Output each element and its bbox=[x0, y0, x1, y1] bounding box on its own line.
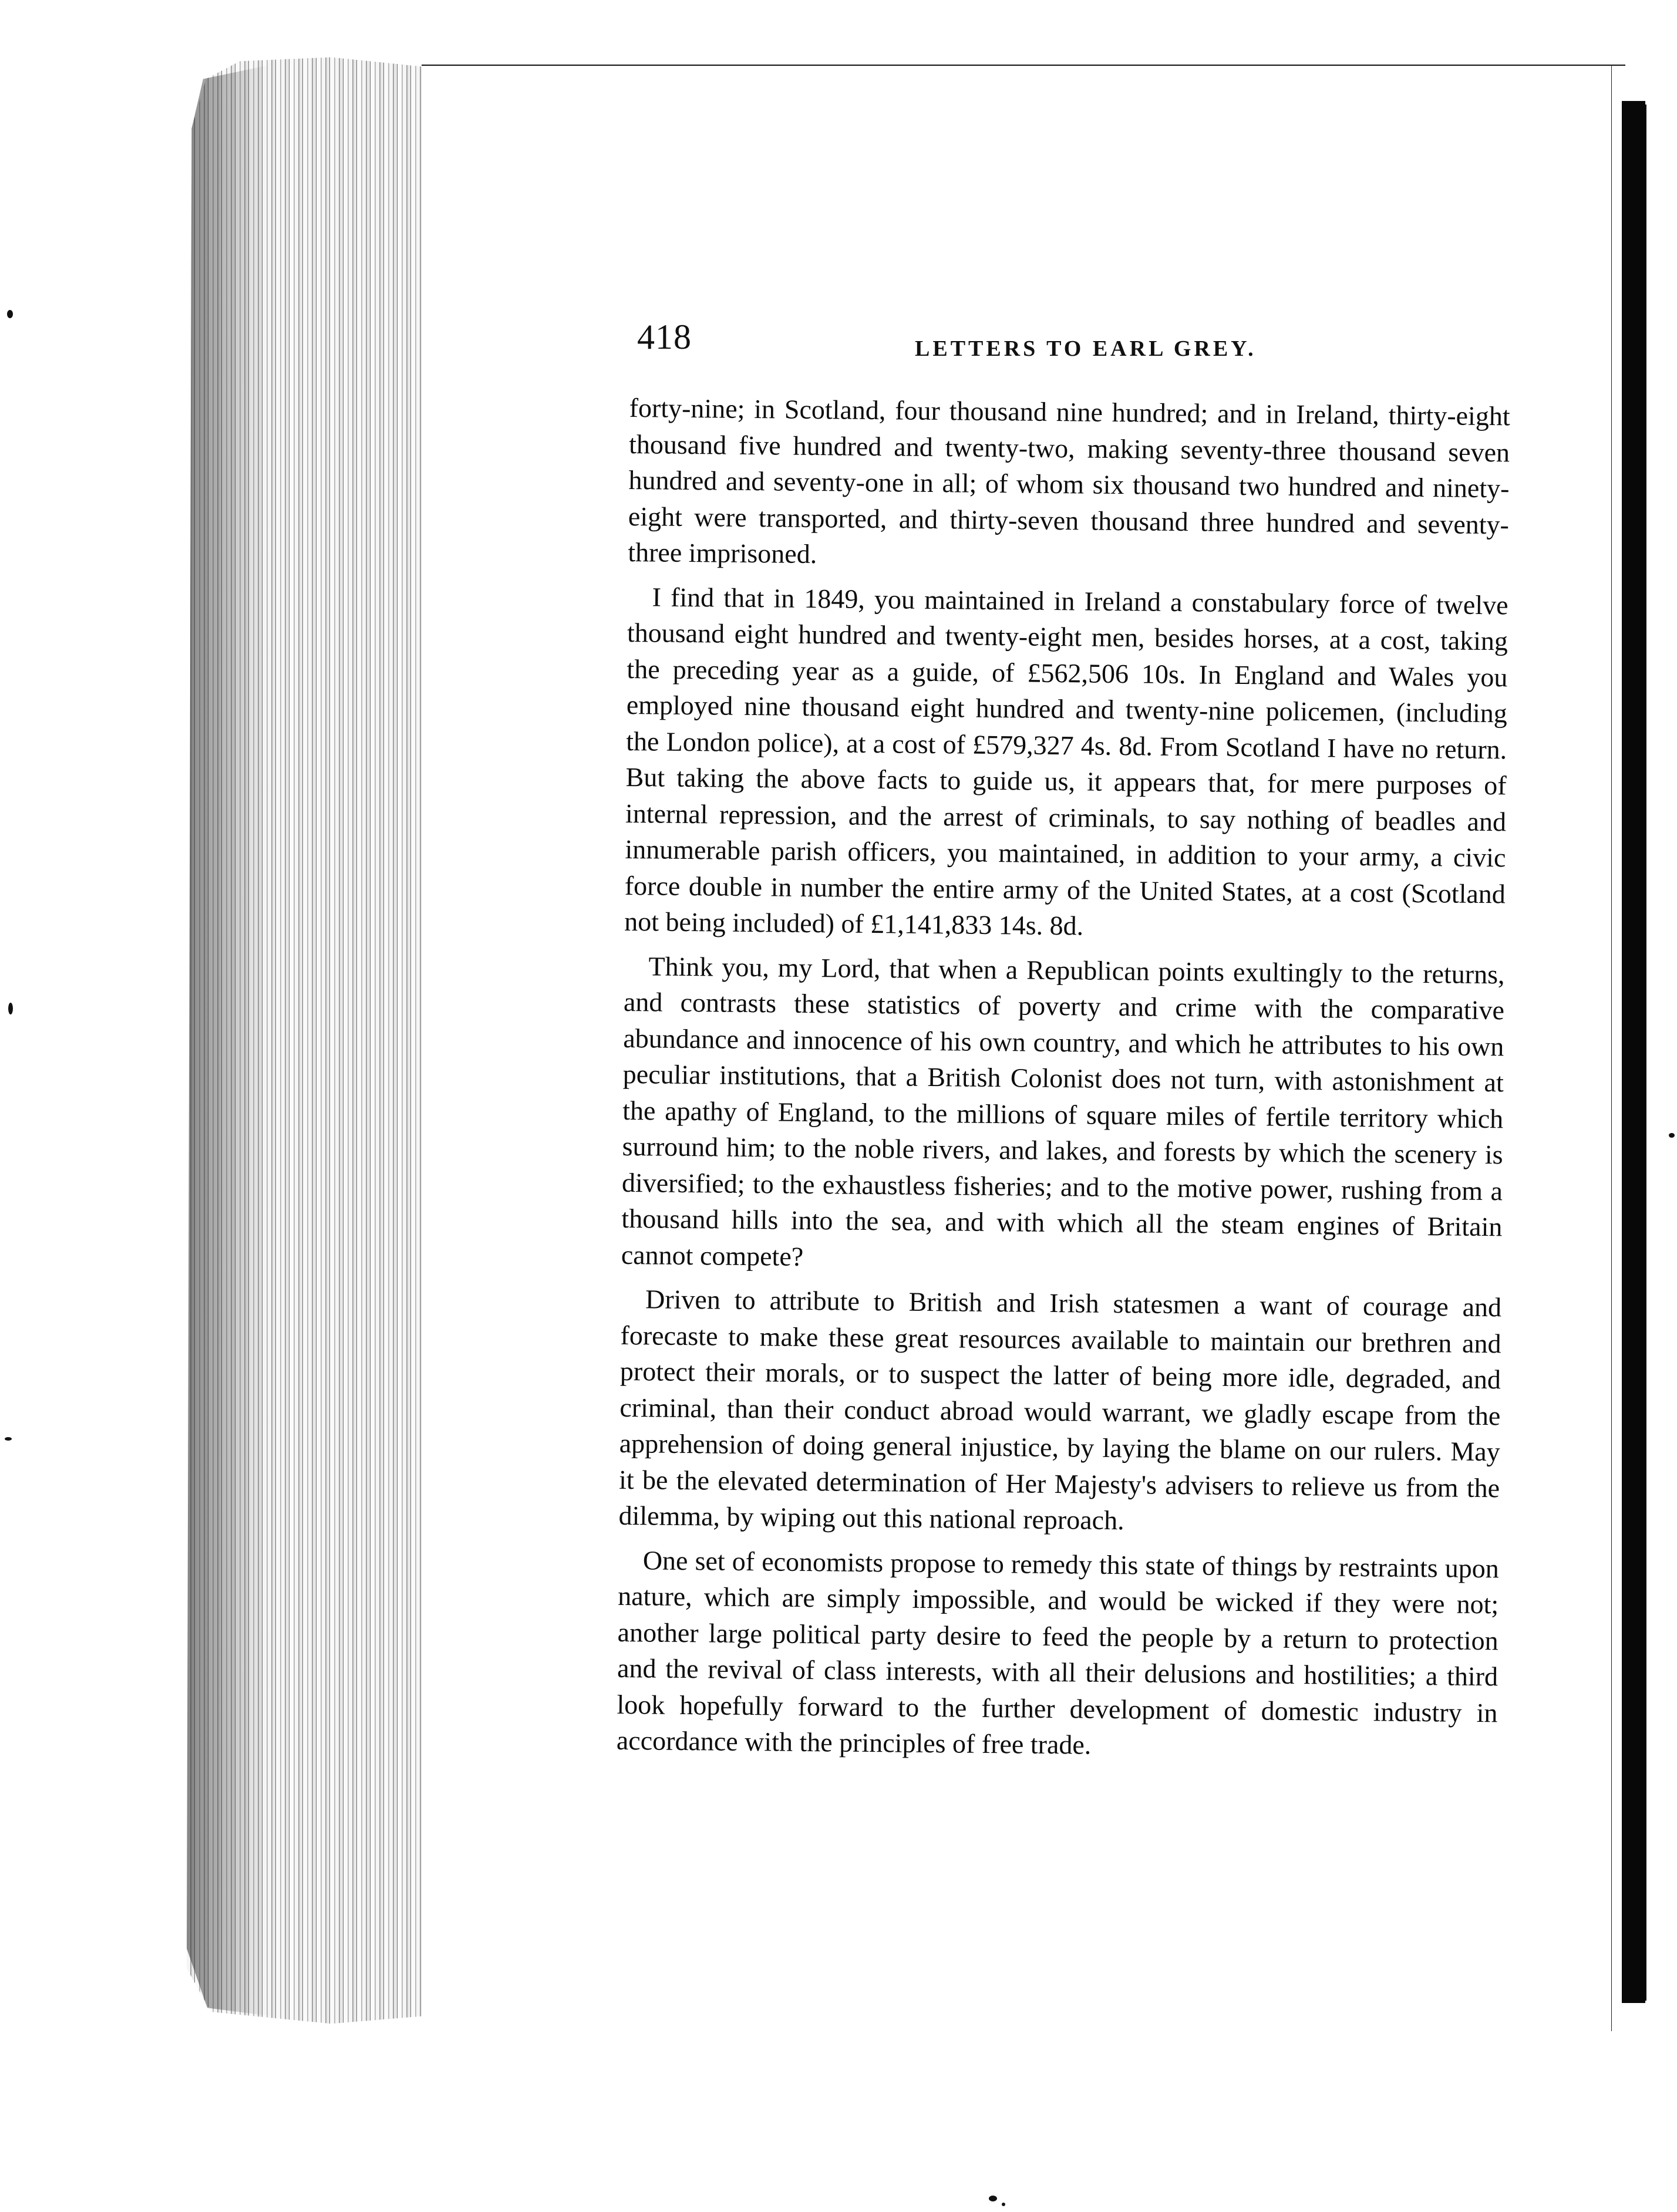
facing-page-edge bbox=[1645, 104, 1677, 2001]
paragraph-1: forty-nine; in Scotland, four thousand nine hundred; and in Ireland, thirty-eight thousand five hundred and twenty-two, making seventy-three thousand seven hundred and seventy-one in all; of whom six thousand two hundred and ninety-eight were transported, and thirty-seven thousand three hundred and seventy-three imprisoned. bbox=[628, 392, 1510, 569]
scan-speck bbox=[7, 310, 13, 318]
paragraph-2: I find that in 1849, you maintained in Ireland a constabulary force of twelve thousand eight hundred and twenty-eight men, besides horses, at a cost, taking the preceding year as a guide, of £562,506 10s. In England and Wales you employed nine thousand eight hundred and twenty-nine policemen, (including the London police), at a cost of £579,327 4s. 8d. From Scotland I have no return. But taking the above facts to guide us, it appears that, for mere purposes of internal repression, and the arrest of criminals, to say nothing of beadles and innumerable parish officers, you maintained, in addition to your army, a civic force double in number the entire army of the United States, at a cost (Scotland not being included) of £1,141,833 14s. 8d. bbox=[624, 581, 1508, 941]
page-number: 418 bbox=[637, 318, 692, 356]
running-head: LETTERS TO EARL GREY. bbox=[915, 336, 1257, 361]
page-edges-shadow bbox=[187, 49, 269, 2028]
body-text bbox=[616, 390, 1510, 1775]
paragraph-3: Think you, my Lord, that when a Republican points exultingly to the returns, and contrasts these statistics of poverty and crime with the comparative abundance and innocence of his own country, and which he attributes to his own peculiar institutions, that a British Colonist does not turn, with astonishment at the apathy of England, to the millions of square miles of fertile territory which surround him; to the noble rivers, and lakes, and forests by which the scenery is diversified; to the exhaustless fisheries; and to the motive power, rushing from a thousand hills into the sea, and with which all the steam engines of Britain cannot compete? bbox=[621, 950, 1505, 1272]
page-fold-line bbox=[1611, 65, 1612, 2031]
scan-speck bbox=[1002, 2203, 1005, 2206]
paragraph-4: Driven to attribute to British and Irish statesmen a want of courage and forecaste to make these great resources available to maintain our brethren and protect their morals, or to suspect the latter of being more idle, degraded, and criminal, than their conduct abroad would warrant, we gladly escape from the apprehension of doing general injustice, by laying the blame on our rulers. May it be the elevated determination of Her Majesty's advisers to relieve us from the dilemma, by wiping out this national reproach. bbox=[618, 1284, 1502, 1536]
scan-speck bbox=[1669, 1133, 1675, 1138]
scan-speck bbox=[8, 1003, 13, 1014]
scan-speck bbox=[989, 2196, 997, 2201]
paragraph-5: One set of economists propose to remedy this state of things by restraints upon nature, which are simply impossible, and would be wicked if they were not; another large political party desire to feed the people by a return to protection and the revival of class interests, with all their delusions and hostilities; a third look hopefully forward to the further development of domestic industry in accordance with the principles of free trade. bbox=[616, 1545, 1500, 1760]
scan-speck bbox=[5, 1437, 12, 1441]
facing-page-gutter bbox=[1622, 101, 1645, 2003]
